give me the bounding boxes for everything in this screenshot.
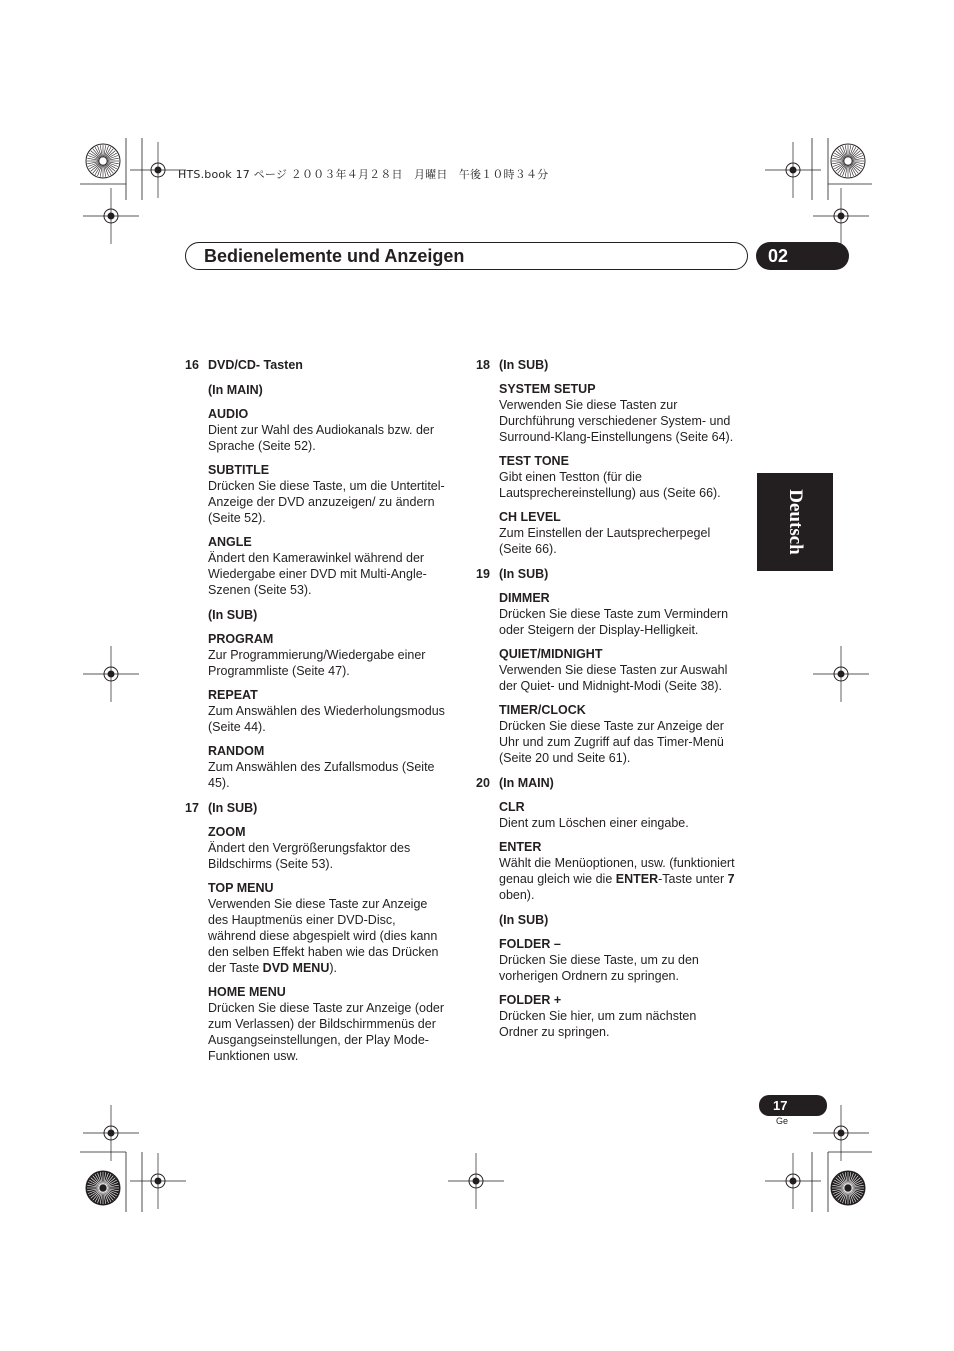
button-name: TOP MENU: [208, 881, 274, 895]
bold-key-name: DVD MENU: [262, 961, 330, 975]
section: [476, 357, 736, 557]
registration-dot: [838, 1130, 845, 1137]
button-name: AUDIO: [208, 407, 249, 421]
description-text: Drücken Sie diese Taste zur Anzeige der Uhr und zum Zugriff auf das Timer-Menü (Seite 20 und Seite 61).: [499, 719, 724, 765]
mode-label: (In SUB): [208, 608, 258, 622]
button-name: CLR: [499, 800, 525, 814]
registration-dot: [790, 1178, 797, 1185]
description-text: Zum Answählen des Wiederholungsmodus (Seite 44).: [208, 704, 445, 734]
registration-dot: [473, 1178, 480, 1185]
button-name: FOLDER –: [499, 937, 561, 951]
left-column: [185, 357, 445, 1073]
description-text: -Taste unter: [658, 872, 728, 886]
button-description-text: [208, 647, 445, 679]
description-text: Dient zum Löschen einer eingabe.: [499, 816, 689, 830]
button-description: [499, 453, 736, 501]
description-text: oben).: [499, 888, 535, 902]
description-text: ).: [329, 961, 337, 975]
description-text: Ändert den Vergrößerungsfaktor des Bildschirms (Seite 53).: [208, 841, 411, 871]
registration-dot: [108, 671, 115, 678]
starburst-center: [844, 1184, 852, 1192]
button-description: [499, 381, 736, 445]
right-column: [476, 357, 736, 1049]
section: [476, 775, 736, 1040]
description-text: Zum Einstellen der Lautsprecherpegel (Seite 66).: [499, 526, 711, 556]
button-description: [208, 631, 445, 679]
button-description-text: [499, 815, 736, 831]
button-description: [499, 992, 736, 1040]
description-text: Wählt die Menüoptionen, usw. (funktioniert genau gleich wie die: [499, 856, 735, 886]
button-description-text: [499, 952, 736, 984]
starburst-center: [844, 157, 852, 165]
button-description: [208, 687, 445, 735]
description-text: Dient zur Wahl des Audiokanals bzw. der Sprache (Seite 52).: [208, 423, 435, 453]
starburst-center: [99, 157, 107, 165]
registration-dot: [838, 213, 845, 220]
button-description: [208, 743, 445, 791]
button-description: [208, 824, 445, 872]
section-title: DVD/CD- Tasten: [208, 358, 303, 372]
button-description-text: [499, 718, 736, 766]
section-number: 16: [185, 358, 199, 372]
button-name: FOLDER +: [499, 993, 562, 1007]
button-description-text: [499, 662, 736, 694]
section-title: (In SUB): [208, 801, 258, 815]
button-description-text: [499, 469, 736, 501]
description-text: Ändert den Kamerawinkel während der Wiedergabe einer DVD mit Multi-Angle-Szenen (Seite 53).: [208, 551, 427, 597]
button-name: SUBTITLE: [208, 463, 270, 477]
button-name: CH LEVEL: [499, 510, 561, 524]
button-description-text: [499, 525, 736, 557]
button-name: ENTER: [499, 840, 542, 854]
button-description: [499, 590, 736, 638]
button-description: [499, 799, 736, 831]
button-description: [208, 406, 445, 454]
registration-dot: [108, 1130, 115, 1137]
chapter-title: Bedienelemente und Anzeigen: [204, 246, 465, 266]
bold-key-name: ENTER: [615, 872, 659, 886]
bold-key-name: 7: [727, 872, 735, 886]
page-language-code: Ge: [776, 1116, 789, 1126]
button-description-text: [499, 1008, 736, 1040]
description-text: Drücken Sie diese Taste, um die Untertitel-Anzeige der DVD anzuzeigen/ zu ändern (Seite 52).: [208, 479, 445, 525]
description-text: Verwenden Sie diese Taste zur Anzeige des Hauptmenüs einer DVD-Disc, während diese abgespielt wird (dies kann den selben Effekt haben wie das Drücken der Taste: [208, 897, 439, 975]
section-number: 17: [185, 801, 199, 815]
button-name: TIMER/CLOCK: [499, 703, 586, 717]
button-description: [208, 534, 445, 598]
button-description-text: [208, 1000, 445, 1064]
section-number: 19: [476, 567, 490, 581]
button-description-text: [208, 550, 445, 598]
registration-dot: [108, 213, 115, 220]
button-name: SYSTEM SETUP: [499, 382, 596, 396]
mode-label: (In SUB): [499, 913, 549, 927]
button-name: PROGRAM: [208, 632, 274, 646]
page-number-badge: 17: [759, 1095, 827, 1116]
button-description: [499, 509, 736, 557]
button-description-text: [499, 606, 736, 638]
section: [185, 357, 445, 791]
section-number: 20: [476, 776, 490, 790]
button-description-text: [499, 397, 736, 445]
button-description: [499, 839, 736, 903]
description-text: Drücken Sie diese Taste, um zu den vorherigen Ordnern zu springen.: [499, 953, 699, 983]
button-description-text: [208, 703, 445, 735]
button-description-text: [499, 855, 736, 903]
button-description-text: [208, 478, 445, 526]
registration-dot: [838, 671, 845, 678]
button-description: [499, 702, 736, 766]
button-name: QUIET/MIDNIGHT: [499, 647, 603, 661]
section: [476, 566, 736, 766]
registration-dot: [790, 167, 797, 174]
language-tab-label: Deutsch: [785, 489, 806, 555]
button-name: ZOOM: [208, 825, 246, 839]
description-text: Zur Programmierung/Wiedergabe einer Programmliste (Seite 47).: [208, 648, 426, 678]
description-text: Drücken Sie hier, um zum nächsten Ordner zu springen.: [499, 1009, 697, 1039]
description-text: Verwenden Sie diese Tasten zur Auswahl der Quiet- und Midnight-Modi (Seite 38).: [499, 663, 728, 693]
button-description: [499, 936, 736, 984]
button-description-text: [208, 422, 445, 454]
description-text: Verwenden Sie diese Tasten zur Durchführung verschiedener System- und Surround-Klang-Einstellungens (Seite 64).: [499, 398, 734, 444]
description-text: Gibt einen Testton (für die Lautsprechereinstellung) aus (Seite 66).: [499, 470, 721, 500]
button-name: HOME MENU: [208, 985, 286, 999]
button-name: TEST TONE: [499, 454, 569, 468]
button-description-text: [208, 759, 445, 791]
button-name: DIMMER: [499, 591, 550, 605]
button-description: [208, 880, 445, 976]
section-number: 18: [476, 358, 490, 372]
registration-dot: [155, 1178, 162, 1185]
button-description: [208, 462, 445, 526]
description-text: Drücken Sie diese Taste zur Anzeige (oder zum Verlassen) der Bildschirmmenüs der Ausgangseinstellungen, der Play Mode-Funktionen usw.: [208, 1001, 445, 1063]
description-text: Zum Answählen des Zufallsmodus (Seite 45).: [208, 760, 435, 790]
button-description-text: [208, 896, 445, 976]
print-metadata: HTS.book 17 ページ ２００３年４月２８日 月曜日 午後１０時３４分: [178, 168, 549, 181]
button-description-text: [208, 840, 445, 872]
button-name: ANGLE: [208, 535, 252, 549]
description-text: Drücken Sie diese Taste zum Vermindern oder Steigern der Display-Helligkeit.: [499, 607, 729, 637]
button-name: RANDOM: [208, 744, 265, 758]
mode-label: (In MAIN): [208, 383, 263, 397]
chapter-number-badge: 02: [756, 242, 849, 270]
registration-dot: [155, 167, 162, 174]
section: [185, 800, 445, 1064]
button-name: REPEAT: [208, 688, 258, 702]
button-description: [208, 984, 445, 1064]
starburst-center: [99, 1184, 107, 1192]
section-title: (In MAIN): [499, 776, 554, 790]
button-description: [499, 646, 736, 694]
section-title: (In SUB): [499, 567, 549, 581]
section-title: (In SUB): [499, 358, 549, 372]
language-tab: [757, 473, 833, 571]
